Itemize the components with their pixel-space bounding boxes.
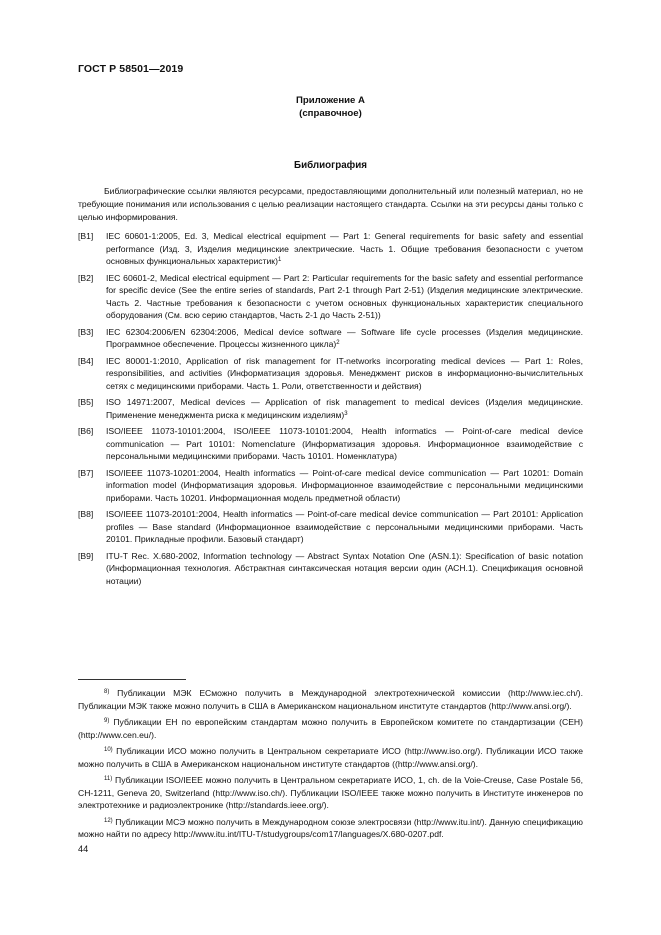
- reference-text: IEC 60601-2, Medical electrical equipment — Part 2: Particular requirements for the basic safety and essential performance for specific device (See the entire series of standards, Part 2-1 through Part 2-51) (Изделия медицинские электрические. Часть 2. Частные требования к безопасности с учетом основных функциональных характеристик специального оборудования (См. всю серию стандартов, Часть 2-1 до Часть 2-51)): [106, 272, 583, 320]
- footnote-mark: 9): [104, 718, 110, 724]
- reference-item: [78, 396, 583, 421]
- reference-text: ITU-T Rec. X.680-2002, Information technology — Abstract Syntax Notation One (ASN.1): Specification of basic notation (Информационная технология. Абстрактная синтаксическая нотация версии один (АСН.1). Спецификация основной нотации): [106, 550, 583, 586]
- reference-item: [78, 550, 583, 588]
- appendix-subtitle: (справочное): [299, 108, 362, 119]
- footnote-text: Публикации ISO/IEEE можно получить в Центральном секретариате ИСО, 1, ch. de la Voie-Creuse, Case Postale 56, CH-1211, Geneva 20, Switzerland (http://www.iso.ch/). Публикации ISO/IEEE также можно получить в Институте инженеров по электротехнике и радиоэлектронике (http://standards.ieee.org/).: [78, 775, 583, 810]
- footnote-ref: 1: [277, 257, 282, 263]
- footnote-ref: 2: [336, 340, 340, 346]
- reference-text: ISO/IEEE 11073-20101:2004, Health informatics — Point-of-care medical device communication — Part 20101: Application profiles — Base standard (Информационное взаимодействие с персональными медицинскими приборами. Часть 20101. Прикладные профили. Базовый стандарт): [106, 509, 583, 544]
- page-number: 44: [78, 844, 89, 854]
- reference-item: [78, 272, 583, 322]
- reference-number: [B8]: [78, 509, 94, 519]
- reference-number: [B2]: [78, 272, 94, 283]
- reference-text: ISO/IEEE 11073-10201:2004, Health informatics — Point-of-care medical device communication — Part 10201: Domain information model (Информатизация здоровья. Информационное взаимодействие с персональными медицинскими приборами. Часть 10201. Информационная модель предметной области): [106, 467, 583, 503]
- footnote-mark: 8): [104, 689, 110, 695]
- appendix-title: Приложение А: [296, 95, 365, 106]
- footnote: [78, 716, 583, 741]
- reference-text: ISO 14971:2007, Medical devices — Application of risk management to medical devices (Изделия медицинские. Применение менеджмента риска к медицинским изделиям): [106, 397, 583, 420]
- appendix-heading: [78, 94, 583, 120]
- reference-number: [B4]: [78, 355, 94, 366]
- reference-number: [B5]: [78, 397, 94, 407]
- footnote-mark: 12): [104, 817, 113, 824]
- reference-item: [78, 326, 583, 351]
- footnote-mark: 11): [104, 776, 113, 782]
- footnote: [78, 745, 583, 770]
- reference-number: [B7]: [78, 467, 94, 478]
- reference-number: [B6]: [78, 426, 94, 436]
- bibliography-intro: Библиографические ссылки являются ресурсами, предоставляющими дополнительный или полезный материал, но не требующие понимания или использования с целью реализации настоящего стандарта. Ссылки на эти ресурсы даны только с целью информирования.: [78, 186, 583, 222]
- reference-list: [78, 230, 583, 591]
- footnote-text: Публикации ЕН по европейским стандартам можно получить в Европейском комитете по стандартизации (СЕН) (http://www.cen.eu/).: [78, 717, 583, 740]
- reference-item: [78, 230, 583, 268]
- reference-text: IEC 60601-1:2005, Ed. 3, Medical electrical equipment — Part 1: General requirements for basic safety and essential performance (Изд. 3, Изделия медицинские электрические. Часть 1. Общие требования безопасности с учетом основных функциональных характеристик): [106, 231, 583, 266]
- footnote-mark: 10): [104, 747, 113, 753]
- footnote: [78, 774, 583, 812]
- reference-item: [78, 425, 583, 463]
- footnote-text: Публикации МСЭ можно получить в Международном союзе электросвязи (http://www.itu.int/). Данную спецификацию можно найти по адресу http://www.itu.int/ITU-T/studygroups/com17/languages/X.680-0207.pdf.: [78, 816, 583, 839]
- reference-number: [B1]: [78, 231, 94, 241]
- footnote: [78, 687, 583, 712]
- footnote-text: Публикации МЭК ЕСможно получить в Международной электротехнической комиссии (http://www.iec.ch/). Публикации МЭК также можно получить в США в Американском национальном институте стандартов (http://www.ansi.org/).: [78, 688, 583, 711]
- bibliography-title: Библиография: [294, 160, 367, 171]
- reference-item: [78, 508, 583, 546]
- document-id: ГОСТ Р 58501—2019: [78, 63, 184, 75]
- reference-item: [78, 355, 583, 393]
- footnote-ref: 3: [344, 410, 348, 417]
- reference-item: [78, 467, 583, 505]
- footnote-divider: [78, 679, 186, 680]
- reference-number: [B3]: [78, 326, 94, 337]
- reference-text: IEC 80001-1:2010, Application of risk management for IT-networks incorporating medical devices — Part 1: Roles, responsibilities, and activities (Информатизация здоровья. Менеджмент рисков в информационно-вычислительных сетях с медицинскими приборами. Часть 1. Роли, ответственности и действия): [106, 355, 583, 391]
- footnote: [78, 816, 583, 841]
- footnote-list: [78, 687, 583, 845]
- reference-number: [B9]: [78, 550, 94, 561]
- reference-text: IEC 62304:2006/EN 62304:2006, Medical device software — Software life cycle processes (Изделия медицинские. Программное обеспечение. Процессы жизненного цикла): [106, 326, 583, 349]
- footnote-text: Публикации ИСО можно получить в Центральном секретариате ИСО (http://www.iso.org/). Публикации ИСО также можно получить в США в Американском национальном институте стандартов ((http://www.ansi.org/).: [78, 746, 583, 769]
- reference-text: ISO/IEEE 11073-10101:2004, ISO/IEEE 11073-10101:2004, Health informatics — Point-of-care medical device communication — Part 10101: Nomenclature (Информатизация здоровья. Информационное взаимодействие с персональными медицинскими приборами. Часть 10101. Номенклатура): [106, 426, 583, 461]
